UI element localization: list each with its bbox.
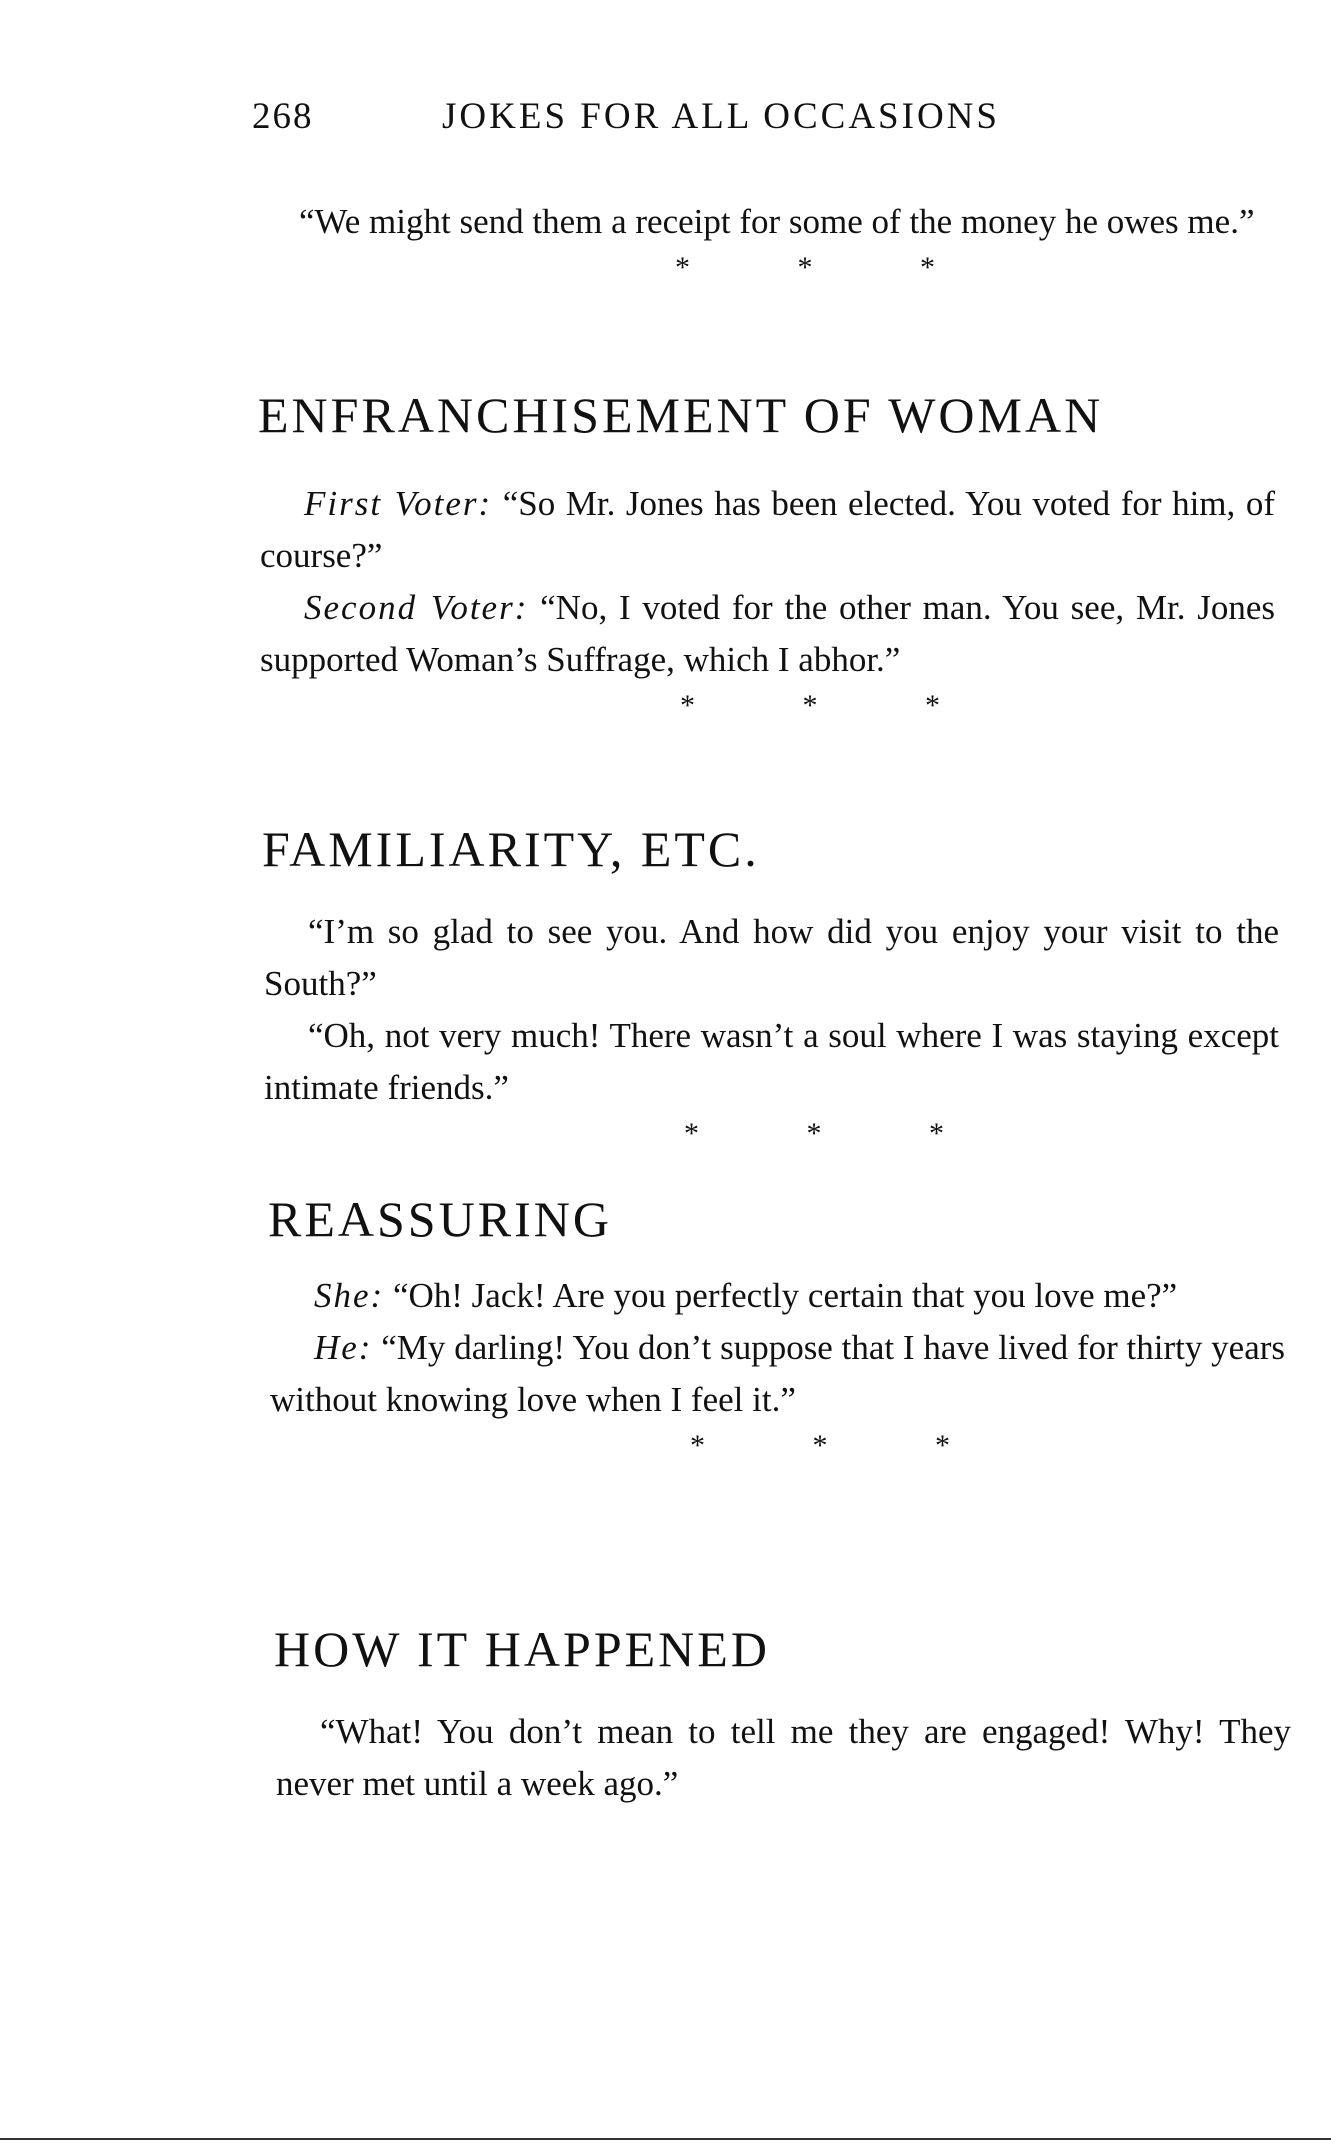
joke-body	[270, 1270, 1285, 1466]
joke-separator: * * *	[675, 251, 985, 284]
joke-separator: * * *	[680, 689, 990, 722]
page-number: 268	[252, 96, 314, 137]
joke-separator: * * *	[684, 1117, 994, 1150]
dialogue-text: “Oh! Jack! Are you perfectly certain that you love me?”	[392, 1276, 1178, 1315]
speaker-label: Second Voter:	[304, 588, 529, 627]
speaker-label: He:	[314, 1328, 373, 1367]
joke-body	[276, 1706, 1291, 1810]
joke-body	[264, 906, 1279, 1154]
speaker-label: She:	[314, 1276, 385, 1315]
dialogue-line: “Oh, not very much! There wasn’t a soul where I was staying except intimate friends.”	[264, 1016, 1279, 1107]
dialogue-text: “No, I voted for the other man. You see, Mr. Jones supported Woman’s Suffrage, which I abhor.”	[260, 588, 1275, 679]
continuation-text: “We might send them a receipt for some of the money he owes me.”	[299, 202, 1255, 241]
joke-heading: FAMILIARITY, ETC.	[262, 821, 760, 877]
page-edge-rule	[0, 2138, 1331, 2140]
joke-heading: HOW IT HAPPENED	[274, 1621, 770, 1677]
joke-body	[260, 478, 1275, 726]
dialogue-line	[270, 1270, 1285, 1322]
running-head	[252, 95, 1082, 138]
joke-separator: * * *	[690, 1429, 1000, 1462]
speaker-label: First Voter:	[304, 484, 493, 523]
continuation-block	[255, 196, 1270, 288]
dialogue-line	[260, 478, 1275, 582]
dialogue-line: “I’m so glad to see you. And how did you enjoy your visit to the South?”	[264, 912, 1279, 1003]
book-title: JOKES FOR ALL OCCASIONS	[442, 96, 1000, 137]
dialogue-text: “My darling! You don’t suppose that I have lived for thirty years without knowing love when I feel it.”	[270, 1328, 1286, 1419]
dialogue-line: “What! You don’t mean to tell me they are engaged! Why! They never met until a week ago.”	[276, 1712, 1291, 1803]
dialogue-line	[270, 1322, 1285, 1426]
joke-heading: ENFRANCHISEMENT OF WOMAN	[258, 387, 1104, 443]
joke-heading: REASSURING	[268, 1191, 612, 1247]
dialogue-text: “So Mr. Jones has been elected. You voted for him, of course?”	[260, 484, 1275, 575]
dialogue-line	[260, 582, 1275, 686]
